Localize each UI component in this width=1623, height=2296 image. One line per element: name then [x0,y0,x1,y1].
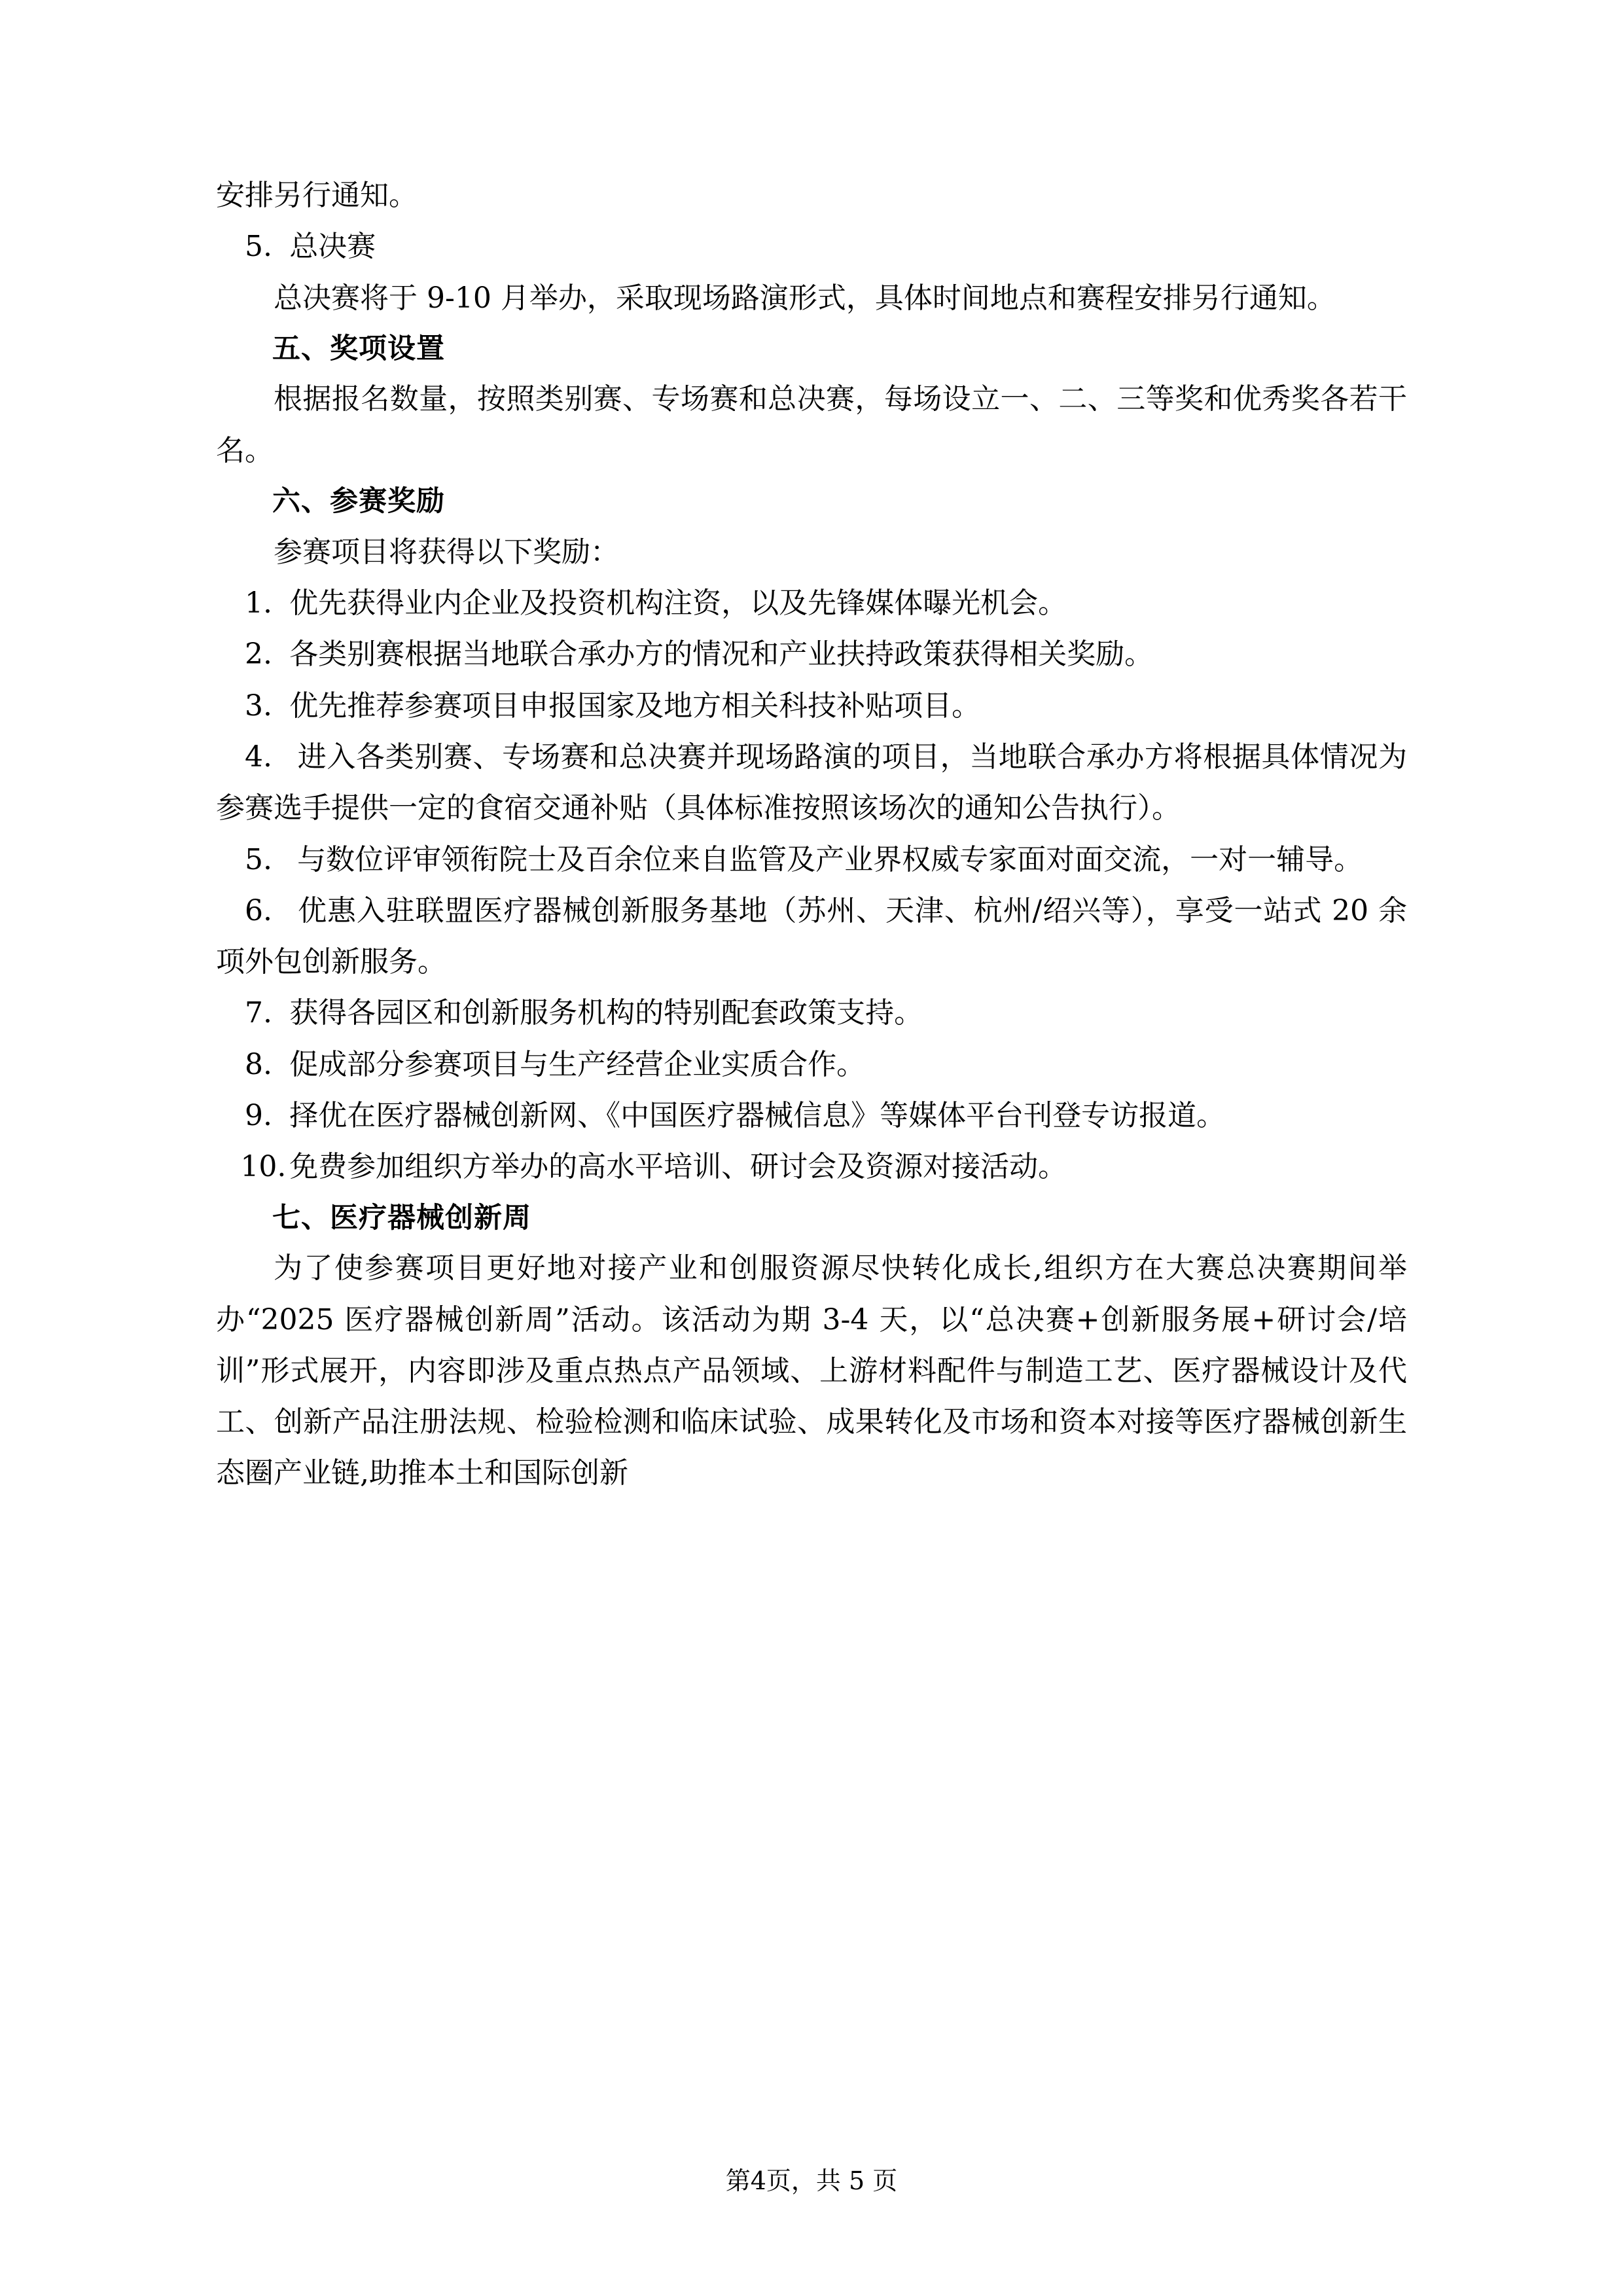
list-item-number: 8. [245,1047,272,1081]
list-item-label: 获得各园区和创新服务机构的特别配套政策支持。 [289,996,923,1030]
list-item-number: 7. [245,996,272,1030]
list-item-number: 3. [245,689,272,723]
list-item [216,732,1407,834]
list-item [216,834,1407,886]
list-item [216,221,1407,272]
list-item [216,988,1407,1039]
paragraph-continuation: 安排另行通知。 [216,179,418,212]
list-item-number: 9. [245,1099,272,1133]
section-heading-incentives: 六、参赛奖励 [272,485,445,518]
list-item-label: 进入各类别赛、专场赛和总决赛并现场路演的项目，当地联合承办方将根据具体情况为参赛选手提供一定的食宿交通补贴（具体标准按照该场次的通知公告执行）。 [216,740,1407,825]
page-footer: 第4页，共 5 页 [725,2166,898,2195]
list-item-label: 促成部分参赛项目与生产经营企业实质合作。 [289,1047,866,1081]
list-item-label: 优惠入驻联盟医疗器械创新服务基地（苏州、天津、杭州/绍兴等），享受一站式 20 余项外包创新服务。 [216,893,1407,979]
list-item-number: 4. [245,740,272,774]
list-item [216,629,1407,680]
list-item-label: 优先获得业内企业及投资机构注资，以及先锋媒体曝光机会。 [289,586,1067,620]
section-heading-innovation-week: 七、医疗器械创新周 [272,1201,531,1234]
list-item [216,681,1407,732]
list-item [216,578,1407,629]
paragraph: 参赛项目将获得以下奖励： [274,535,619,569]
list-item [216,1141,1407,1193]
list-item-number: 10. [240,1150,287,1184]
list-item-label: 优先推荐参赛项目申报国家及地方相关科技补贴项目。 [289,689,981,723]
list-item-label: 各类别赛根据当地联合承办方的情况和产业扶持政策获得相关奖励。 [289,637,1154,672]
list-item-label: 择优在医疗器械创新网、《中国医疗器械信息》等媒体平台刊登专访报道。 [289,1099,1226,1133]
paragraph: 总决赛将于 9-10 月举办，采取现场路演形式，具体时间地点和赛程安排另行通知。 [274,281,1336,315]
list-item-number: 5. [245,842,272,876]
paragraph: 为了使参赛项目更好地对接产业和创服资源尽快转化成长,组织方在大赛总决赛期间举办“2025 医疗器械创新周”活动。该活动为期 3-4 天，以“总决赛+创新服务展+研讨会/培训”形式展开，内容即涉及重点热点产品领域、上游材料配件与制造工艺、医疗器械设计及代工、创新产品注册法规、检验检测和临床试验、成果转化及市场和资本对接等医疗器械创新生态圈产业链,助推本土和国际创新 [216,1251,1407,1490]
list-item-label: 免费参加组织方举办的高水平培训、研讨会及资源对接活动。 [289,1150,1067,1184]
document-body [216,170,1407,1499]
list-item-number: 2. [245,637,272,672]
section-heading-awards: 五、奖项设置 [272,332,445,365]
list-item-number: 1. [245,586,272,620]
list-item [216,1090,1407,1141]
list-item [216,1039,1407,1090]
list-item-label: 总决赛 [289,230,376,264]
list-item-number: 5. [245,230,272,264]
list-item-label: 与数位评审领衔院士及百余位来自监管及产业界权威专家面对面交流，一对一辅导。 [297,842,1363,876]
paragraph: 根据报名数量，按照类别赛、专场赛和总决赛，每场设立一、二、三等奖和优秀奖各若干名。 [216,382,1407,467]
list-item-number: 6. [245,893,272,927]
list-item [216,886,1407,988]
